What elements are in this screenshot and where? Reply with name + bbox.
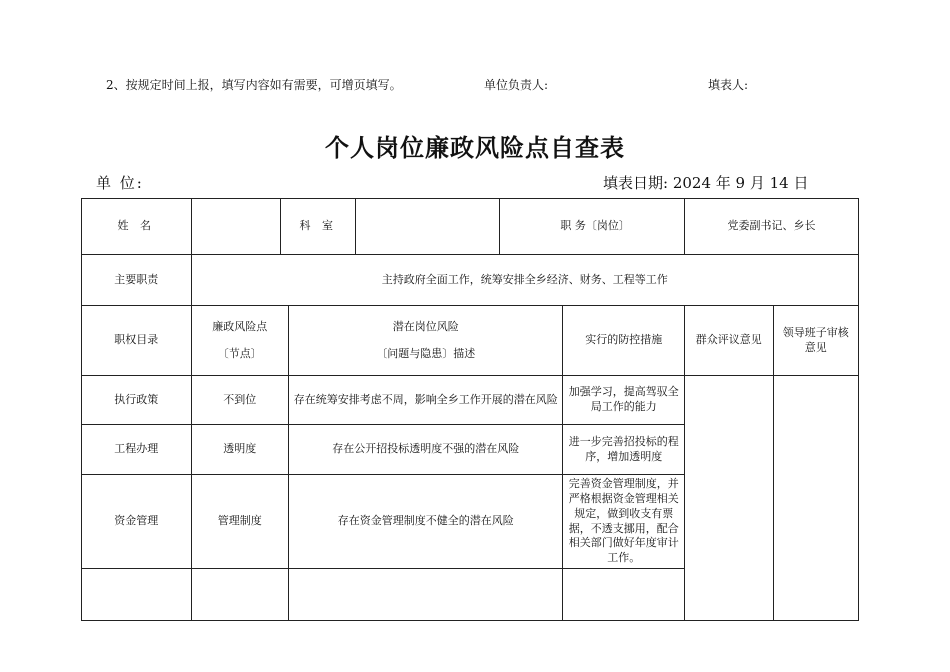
col-leadership-review: 领导班子审核意见 [773,306,858,376]
col-risk-point-line2: 〔节点〕 [217,346,262,360]
position-value[interactable]: 党委副书记、乡长 [685,199,859,255]
dept-label: 科 室 [281,199,356,255]
duties-label: 主要职责 [82,255,192,306]
col-risk-point [191,306,288,376]
row-measure[interactable] [563,569,685,621]
unit-head-label: 单位负责人: [484,78,549,92]
public-opinion-value[interactable] [685,376,773,621]
row-risk-point: 不到位 [191,376,288,425]
row-description: 存在公开招投标透明度不强的潜在风险 [289,425,563,475]
name-value[interactable] [191,199,280,255]
column-header-row [82,306,859,376]
row-description: 存在资金管理制度不健全的潜在风险 [289,475,563,569]
col-risk-point-line1: 廉政风险点 [212,319,268,333]
row-authority: 资金管理 [82,475,192,569]
table-row [82,376,859,425]
row-authority: 工程办理 [82,425,192,475]
name-label: 姓 名 [82,199,192,255]
col-authority: 职权目录 [82,306,192,376]
row-risk-point: 透明度 [191,425,288,475]
position-label: 职 务〔岗位〕 [500,199,685,255]
row-description: 存在统筹安排考虑不周，影响全乡工作开展的潜在风险 [289,376,563,425]
row-authority: 执行政策 [82,376,192,425]
row-authority[interactable] [82,569,192,621]
filler-label: 填表人: [708,78,749,92]
col-measures: 实行的防控措施 [563,306,685,376]
info-row [82,199,859,255]
page-title: 个人岗位廉政风险点自查表 [325,133,625,162]
leadership-review-value[interactable] [773,376,858,621]
self-check-table [81,198,859,621]
fill-date: 填表日期: 2024 年 9 月 14 日 [603,174,809,192]
col-potential-risk [289,306,563,376]
col-potential-risk-line1: 潜在岗位风险 [392,319,459,333]
row-measure: 加强学习，提高驾驭全局工作的能力 [563,376,685,425]
row-risk-point[interactable] [191,569,288,621]
duties-row [82,255,859,306]
col-potential-risk-line2: 〔问题与隐患〕描述 [376,346,476,360]
row-measure: 完善资金管理制度，并严格根据资金管理相关规定，做到收支有票据，不透支挪用，配合相关部门做好年度审计工作。 [563,475,685,569]
dept-value[interactable] [356,199,500,255]
unit-label: 单 位: [96,174,144,192]
instruction-note: 2、按规定时间上报，填写内容如有需要，可增页填写。 [106,78,402,92]
duties-value[interactable]: 主持政府全面工作，统筹安排全乡经济、财务、工程等工作 [191,255,858,306]
row-description[interactable] [289,569,563,621]
row-risk-point: 管理制度 [191,475,288,569]
col-public-opinion: 群众评议意见 [685,306,773,376]
row-measure: 进一步完善招投标的程序，增加透明度 [563,425,685,475]
